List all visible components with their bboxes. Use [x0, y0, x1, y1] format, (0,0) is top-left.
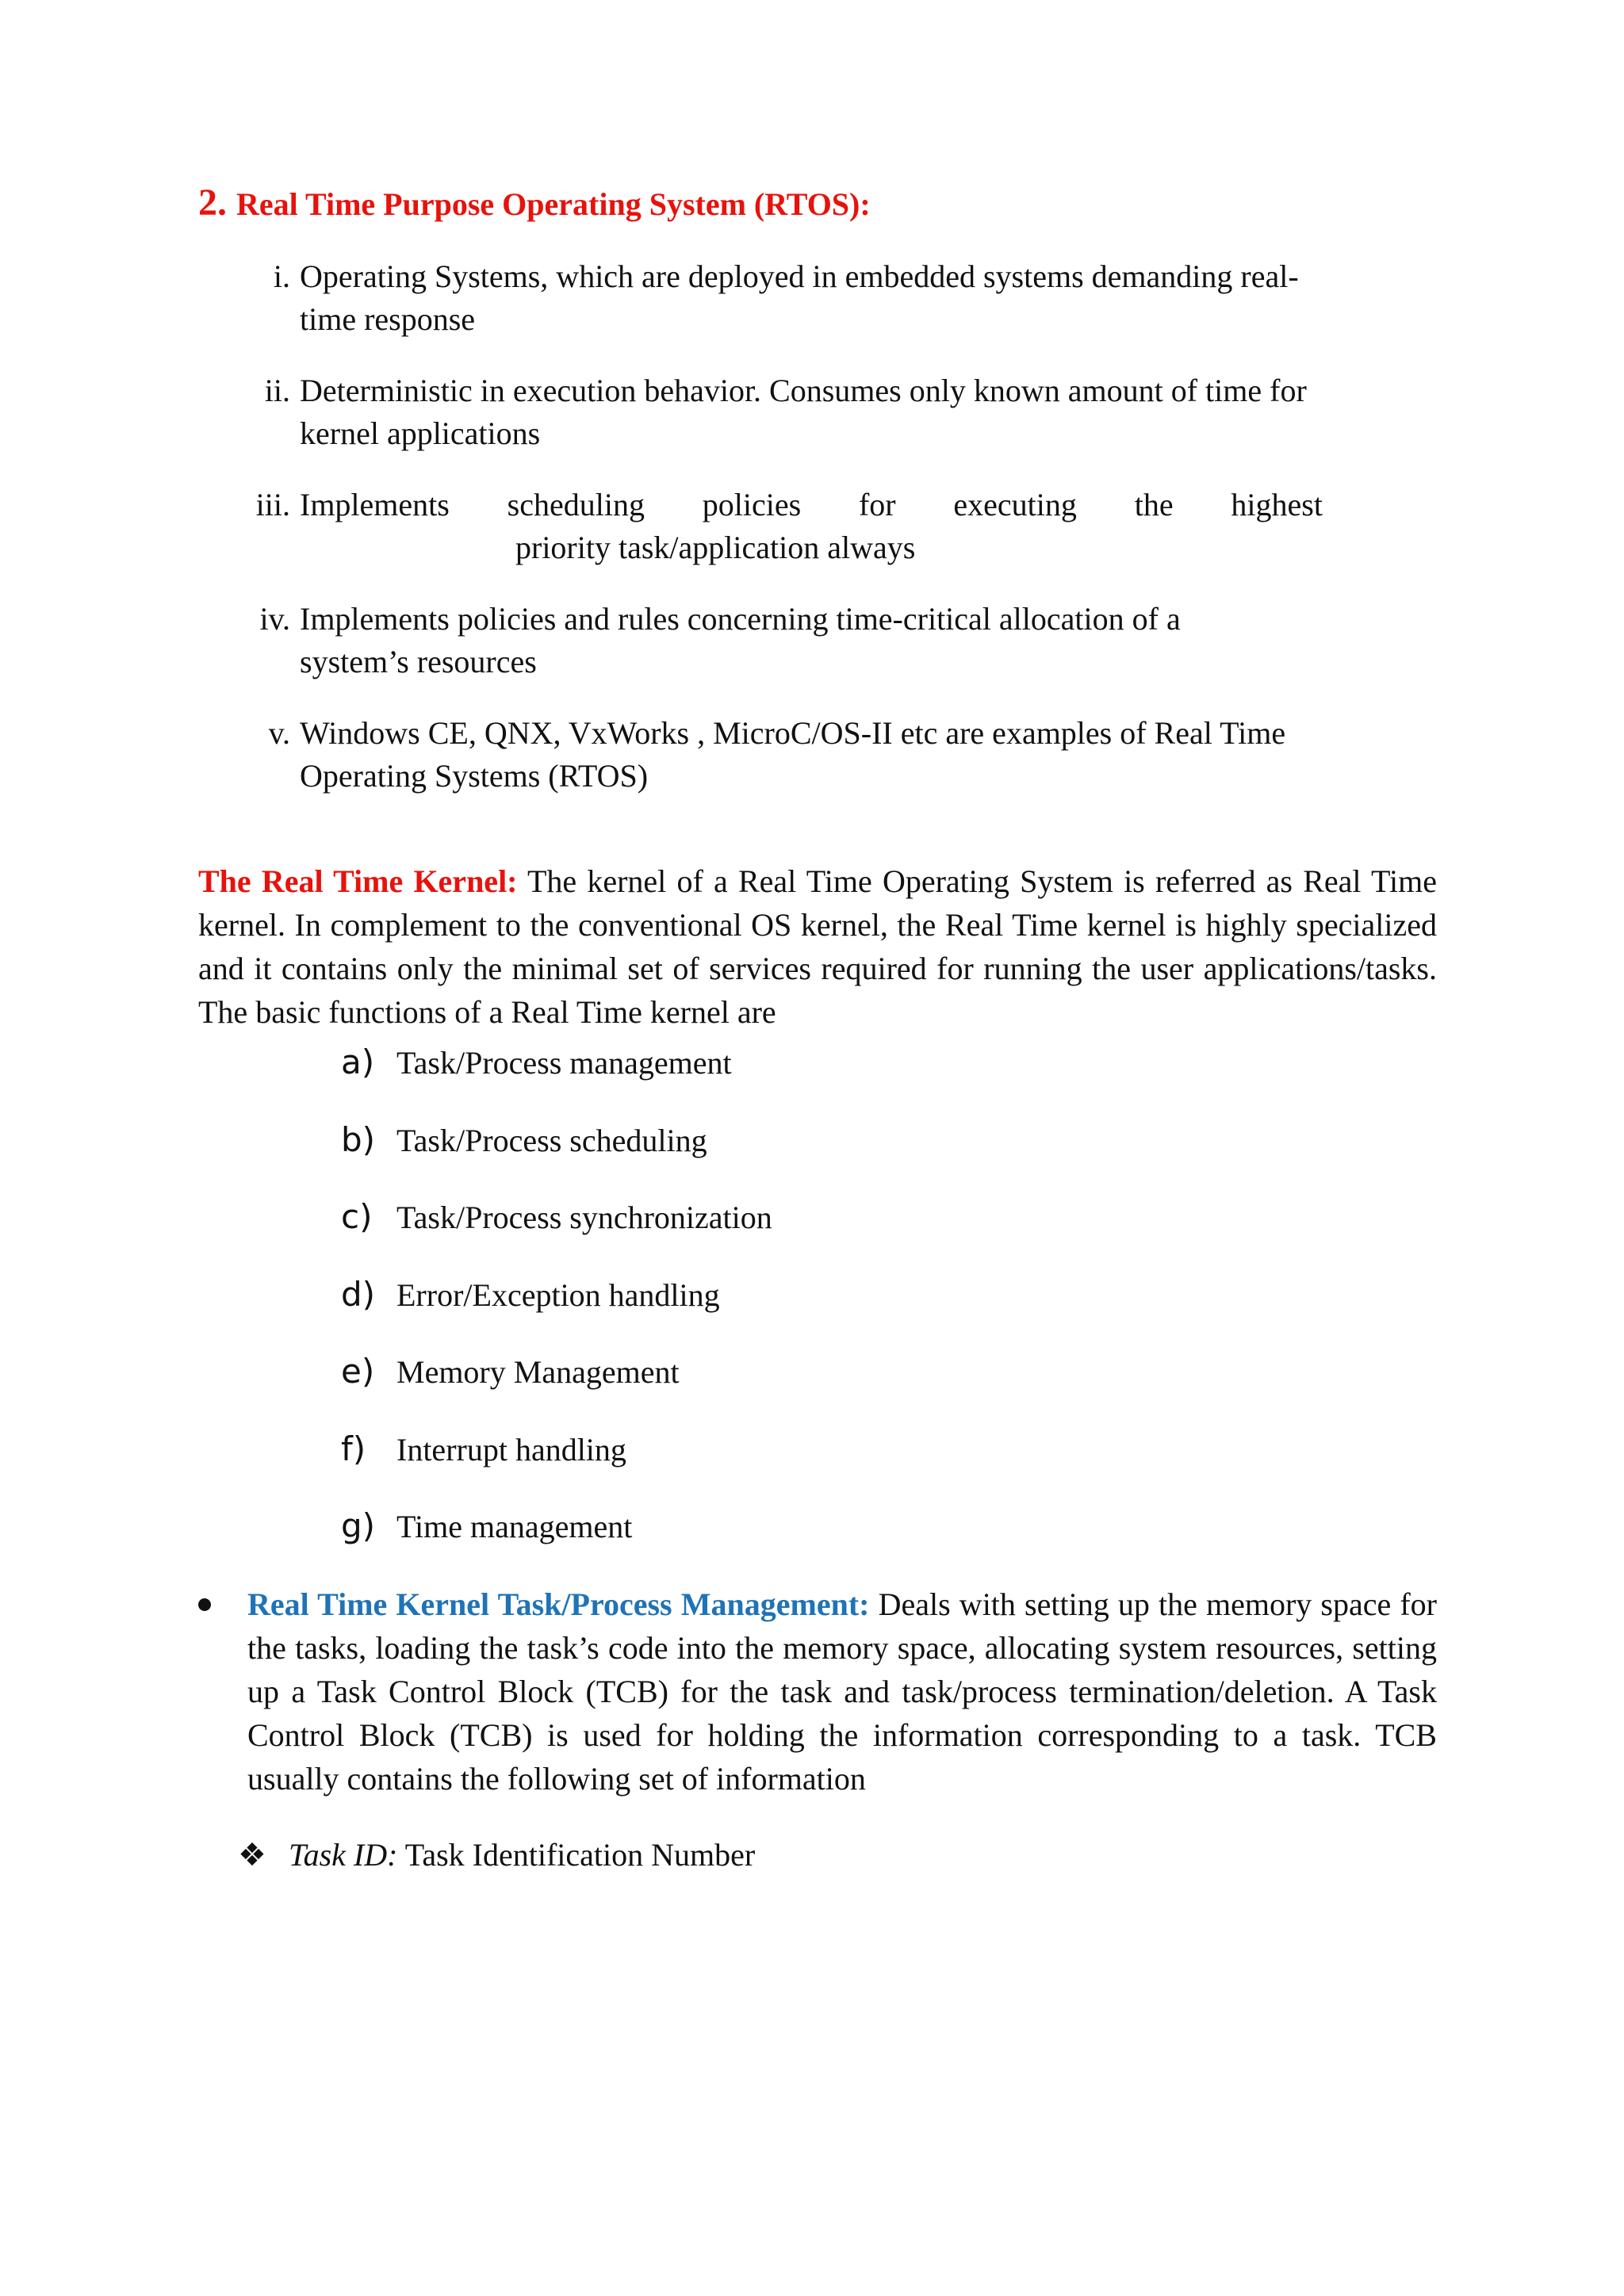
list-item-line: kernel applications: [300, 415, 541, 451]
task-management-bullet: [198, 1582, 1437, 1800]
list-item: [214, 255, 1340, 341]
list-item: [341, 1039, 772, 1116]
list-item-line: priority task/application always: [515, 530, 916, 565]
list-marker: b): [341, 1119, 376, 1159]
section-number: 2.: [198, 182, 227, 224]
kernel-paragraph: [198, 859, 1437, 1034]
list-item-line: Operating Systems (RTOS): [300, 758, 649, 794]
list-marker: i.: [273, 258, 290, 294]
kernel-functions-list: [341, 1039, 772, 1580]
list-marker: v.: [268, 715, 290, 751]
task-management-heading: Real Time Kernel Task/Process Management:: [247, 1586, 870, 1622]
list-marker: ii.: [264, 373, 290, 408]
list-item: [341, 1271, 772, 1349]
list-item-text: Interrupt handling: [396, 1431, 626, 1468]
tcb-item-text: Task Identification Number: [397, 1837, 756, 1873]
word: the: [1134, 487, 1174, 522]
list-item: [214, 484, 1340, 569]
list-item-text: Task/Process synchronization: [396, 1200, 772, 1235]
list-marker: f): [341, 1429, 366, 1468]
list-item-line: Windows CE, QNX, VxWorks , MicroC/OS-II etc are examples of Real Time: [300, 715, 1286, 751]
list-marker: iv.: [259, 601, 290, 637]
task-management-paragraph: [247, 1582, 1437, 1800]
list-item-line: system’s resources: [300, 644, 537, 679]
list-item-text: Task/Process scheduling: [396, 1122, 707, 1158]
list-marker: d): [341, 1274, 376, 1314]
word: for: [858, 487, 896, 522]
list-marker: a): [341, 1043, 375, 1081]
list-item: [341, 1116, 772, 1194]
list-item-line: [300, 484, 1323, 526]
kernel-heading: The Real Time Kernel:: [198, 863, 518, 899]
list-marker: e): [341, 1352, 375, 1391]
list-item: [214, 712, 1340, 798]
list-item-line: Implements policies and rules concerning time-critical allocation of a: [300, 601, 1181, 637]
word: highest: [1231, 487, 1323, 522]
list-item-line: Operating Systems, which are deployed in embedded systems demanding real-: [300, 258, 1299, 294]
list-item-text: Task/Process management: [396, 1045, 732, 1081]
word: Implements: [300, 487, 450, 522]
word: policies: [702, 487, 802, 522]
word: executing: [953, 487, 1077, 522]
list-item-line: time response: [300, 301, 476, 337]
word: scheduling: [507, 487, 645, 522]
list-item: [341, 1193, 772, 1271]
tcb-item-label: Task ID:: [289, 1837, 398, 1873]
task-management-body: Deals with setting up the memory space for the tasks, loading the task’s code into the memory space, allocating system resources, setting up a Task Control Block (TCB) for the task and task/process termination/deletion. A Task Control Block (TCB) is used for holding the information corresponding to a task. TCB usually contains the following set of information: [247, 1586, 1437, 1797]
list-item: [341, 1502, 772, 1580]
section-heading: [198, 181, 871, 224]
section-title: Real Time Purpose Operating System (RTOS):: [236, 186, 871, 222]
list-item-text: Time management: [396, 1509, 633, 1544]
list-item-text: Error/Exception handling: [396, 1276, 720, 1313]
list-item: [214, 369, 1340, 455]
list-item: [214, 598, 1340, 683]
rtos-feature-list: [214, 255, 1340, 826]
bullet-dot-icon: [198, 1598, 211, 1611]
diamond-bullet-icon: ❖: [238, 1837, 266, 1873]
tcb-item: [238, 1833, 755, 1877]
kernel-body: The kernel of a Real Time Operating System is referred as Real Time kernel. In complement to the conventional OS kernel, the Real Time kernel is highly specialized and it contains only the minimal set of services required for running the user applications/tasks. The basic functions of a Real Time kernel are: [198, 863, 1437, 1030]
list-marker: c): [341, 1197, 373, 1236]
list-item-text: Memory Management: [396, 1354, 680, 1390]
list-marker: g): [341, 1506, 376, 1545]
list-item-line: Deterministic in execution behavior. Consumes only known amount of time for: [300, 373, 1307, 408]
list-item: [341, 1425, 772, 1503]
list-marker: iii.: [255, 487, 290, 522]
list-item: [341, 1348, 772, 1425]
